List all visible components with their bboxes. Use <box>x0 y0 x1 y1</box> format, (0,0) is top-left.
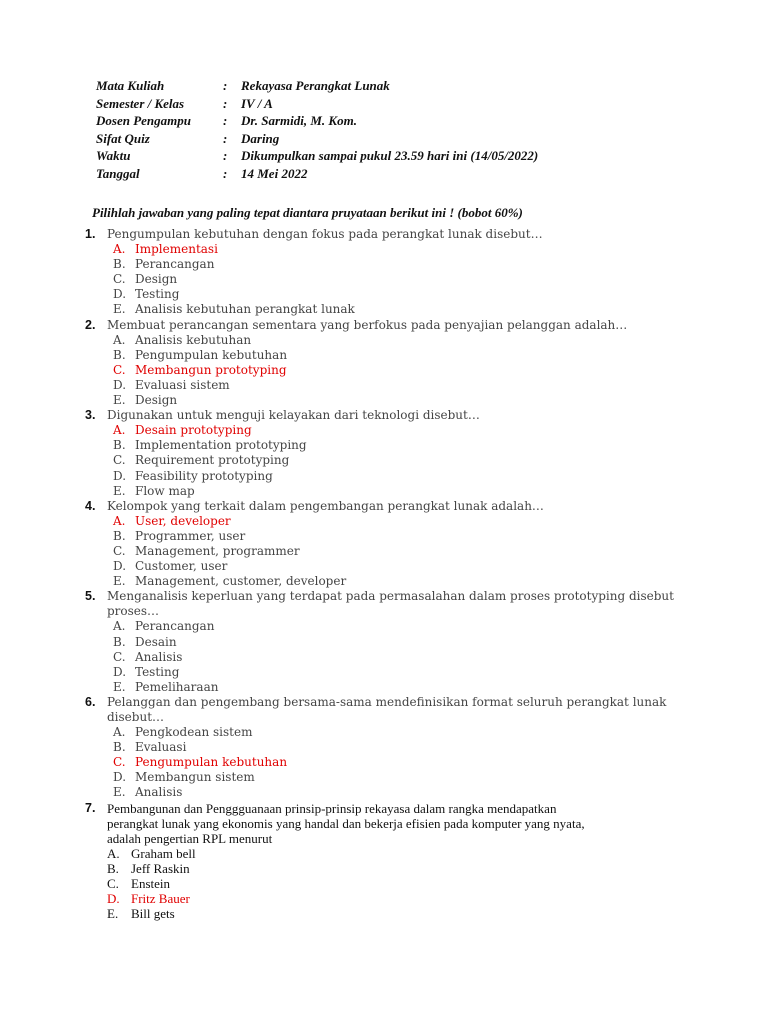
option-letter: D. <box>113 770 127 785</box>
header-label: Sifat Quiz <box>96 130 150 146</box>
header-row <box>96 130 538 148</box>
option-letter: E. <box>113 483 126 498</box>
option-text: Desain <box>135 634 177 649</box>
option-letter: B. <box>113 257 126 272</box>
question-item <box>85 408 685 499</box>
option-text: Management, programmer <box>135 543 300 558</box>
option-text: Fritz Bauer <box>131 891 190 907</box>
quiz-header <box>96 77 538 182</box>
answer-option <box>113 529 685 544</box>
option-letter: B. <box>113 528 126 543</box>
option-letter: E. <box>113 574 126 589</box>
answer-option <box>113 348 685 363</box>
header-value: IV / A <box>241 95 273 111</box>
answer-option-correct <box>113 514 685 529</box>
header-label: Tanggal <box>96 165 140 181</box>
question-text: Menganalisis keperluan yang terdapat pada permasalahan dalam proses prototyping disebut proses… <box>107 589 674 619</box>
option-text: Design <box>135 272 178 287</box>
question-text: Pembangunan dan Penggguanaan prinsip-prinsip rekayasa dalam rangka mendapatkan perangkat lunak yang ekonomis yang handal dan bekerja efisien pada komputer yang nyata, adalah pengertian RPL menurut <box>107 800 585 846</box>
question-text: Kelompok yang terkait dalam pengembangan perangkat lunak adalah… <box>107 498 544 513</box>
option-text: Requirement prototyping <box>135 453 290 468</box>
header-separator: : <box>223 113 228 128</box>
question-list <box>85 227 685 921</box>
answer-option <box>113 484 685 499</box>
option-letter: A. <box>113 242 126 257</box>
question-number: 1. <box>85 227 96 241</box>
question-row <box>85 801 685 846</box>
answer-option <box>113 785 685 800</box>
question-text: Pelanggan dan pengembang bersama-sama mendefinisikan format seluruh perangkat lunak disebut… <box>107 694 667 724</box>
answer-option <box>113 725 685 740</box>
option-text: Pengumpulan kebutuhan <box>135 347 288 362</box>
header-separator: : <box>223 78 228 93</box>
option-letter: C. <box>107 876 119 892</box>
answer-option <box>113 680 685 695</box>
header-label: Waktu <box>96 148 131 163</box>
answer-option-correct <box>113 423 685 438</box>
answer-option <box>107 846 685 861</box>
option-text: Pemeliharaan <box>135 679 219 694</box>
question-item <box>85 318 685 409</box>
header-value: Dr. Sarmidi, M. Kom. <box>241 113 357 128</box>
answer-option <box>113 393 685 408</box>
header-separator: : <box>223 130 228 146</box>
instruction-text: Pilihlah jawaban yang paling tepat diantara pruyataan berikut ini ! (bobot 60%) <box>92 205 523 220</box>
header-label: Mata Kuliah <box>96 78 165 93</box>
option-text: Pengumpulan kebutuhan <box>135 755 288 770</box>
answer-option <box>107 861 685 876</box>
option-letter: E. <box>113 785 126 800</box>
answer-option <box>113 287 685 302</box>
option-text: Evaluasi sistem <box>135 377 230 392</box>
option-text: Testing <box>135 664 180 679</box>
option-text: Design <box>135 393 178 408</box>
header-separator: : <box>223 148 228 163</box>
option-list <box>113 619 685 694</box>
option-text: Implementasi <box>135 242 218 257</box>
option-letter: D. <box>113 377 127 392</box>
option-text: Flow map <box>135 483 195 498</box>
option-text: Enstein <box>131 876 170 892</box>
answer-option <box>113 574 685 589</box>
answer-option <box>113 469 685 484</box>
answer-option-correct <box>113 755 685 770</box>
answer-option <box>113 665 685 680</box>
option-text: Perancangan <box>135 619 215 634</box>
question-row <box>85 318 685 333</box>
header-row <box>96 95 538 113</box>
header-value: Dikumpulkan sampai pukul 23.59 hari ini (14/05/2022) <box>241 148 539 163</box>
option-text: Customer, user <box>135 559 228 574</box>
option-list <box>107 846 685 921</box>
option-letter: C. <box>113 543 126 558</box>
question-row <box>85 695 685 725</box>
option-list <box>113 333 685 408</box>
header-row <box>96 112 538 130</box>
question-text: Digunakan untuk menguji kelayakan dari teknologi disebut… <box>107 408 480 423</box>
option-letter: B. <box>113 347 126 362</box>
header-separator: : <box>223 165 228 181</box>
option-letter: B. <box>107 860 119 876</box>
option-list <box>113 242 685 317</box>
option-text: Desain prototyping <box>135 423 252 438</box>
option-letter: C. <box>113 649 126 664</box>
option-letter: A. <box>107 845 120 861</box>
answer-option <box>113 740 685 755</box>
option-letter: A. <box>113 423 126 438</box>
option-letter: C. <box>113 755 126 770</box>
option-text: Membangun sistem <box>135 770 255 785</box>
answer-option <box>107 876 685 891</box>
question-text: Pengumpulan kebutuhan dengan fokus pada perangkat lunak disebut… <box>107 227 543 241</box>
option-text: Analisis kebutuhan perangkat lunak <box>135 302 355 317</box>
option-letter: C. <box>113 272 126 287</box>
option-letter: D. <box>113 664 127 679</box>
question-number: 4. <box>85 498 96 513</box>
answer-option-correct <box>113 242 685 257</box>
question-item <box>85 801 685 922</box>
option-text: Testing <box>135 287 180 302</box>
question-number: 2. <box>85 317 96 332</box>
question-number: 5. <box>85 589 96 604</box>
option-letter: D. <box>113 468 127 483</box>
option-text: Analisis <box>135 649 183 664</box>
option-letter: C. <box>113 362 126 377</box>
answer-option-correct <box>113 363 685 378</box>
option-text: Bill gets <box>131 906 175 922</box>
header-row <box>96 147 538 165</box>
option-letter: A. <box>113 725 126 740</box>
question-row <box>85 499 685 514</box>
option-letter: B. <box>113 438 126 453</box>
header-label: Dosen Pengampu <box>96 113 191 128</box>
option-text: Analisis kebutuhan <box>135 332 252 347</box>
question-row <box>85 227 685 242</box>
option-letter: E. <box>113 393 126 408</box>
answer-option <box>113 619 685 634</box>
option-letter: E. <box>107 906 119 922</box>
option-list <box>113 725 685 800</box>
question-number: 7. <box>85 800 96 815</box>
option-text: Graham bell <box>131 845 196 861</box>
option-list <box>113 514 685 589</box>
option-letter: A. <box>113 513 126 528</box>
answer-option <box>113 302 685 317</box>
option-letter: A. <box>113 619 126 634</box>
question-item <box>85 695 685 801</box>
header-row <box>96 165 538 183</box>
option-letter: B. <box>113 634 126 649</box>
question-item <box>85 227 685 318</box>
option-text: Membangun prototyping <box>135 362 287 377</box>
option-text: Jeff Raskin <box>131 860 190 876</box>
answer-option <box>113 635 685 650</box>
answer-option <box>113 650 685 665</box>
option-letter: D. <box>113 559 127 574</box>
answer-option <box>113 544 685 559</box>
option-letter: B. <box>113 740 126 755</box>
question-text: Membuat perancangan sementara yang berfokus pada penyajian pelanggan adalah… <box>107 317 628 332</box>
answer-option <box>113 333 685 348</box>
option-letter: A. <box>113 332 126 347</box>
answer-option <box>113 453 685 468</box>
question-row <box>85 589 685 619</box>
option-letter: D. <box>113 287 127 302</box>
answer-option <box>113 257 685 272</box>
question-item <box>85 499 685 590</box>
option-text: Programmer, user <box>135 528 246 543</box>
option-letter: D. <box>107 891 120 907</box>
option-list <box>113 423 685 498</box>
question-item <box>85 589 685 695</box>
answer-option <box>113 559 685 574</box>
answer-option <box>113 378 685 393</box>
answer-option <box>107 906 685 921</box>
answer-option <box>113 770 685 785</box>
header-value: Daring <box>241 130 280 146</box>
option-text: Management, customer, developer <box>135 574 347 589</box>
option-text: Pengkodean sistem <box>135 725 253 740</box>
option-text: Perancangan <box>135 257 215 272</box>
option-text: Evaluasi <box>135 740 187 755</box>
header-value: 14 Mei 2022 <box>241 165 308 181</box>
answer-option-correct <box>107 891 685 906</box>
option-letter: E. <box>113 302 126 317</box>
header-label: Semester / Kelas <box>96 95 185 111</box>
header-value: Rekayasa Perangkat Lunak <box>241 78 390 93</box>
answer-option <box>113 272 685 287</box>
option-letter: C. <box>113 453 126 468</box>
option-text: User, developer <box>135 513 231 528</box>
header-separator: : <box>223 95 228 111</box>
answer-option <box>113 438 685 453</box>
question-number: 3. <box>85 408 96 423</box>
header-row <box>96 77 538 95</box>
option-text: Implementation prototyping <box>135 438 307 453</box>
option-text: Feasibility prototyping <box>135 468 273 483</box>
question-row <box>85 408 685 423</box>
option-letter: E. <box>113 679 126 694</box>
option-text: Analisis <box>135 785 183 800</box>
question-number: 6. <box>85 694 96 709</box>
